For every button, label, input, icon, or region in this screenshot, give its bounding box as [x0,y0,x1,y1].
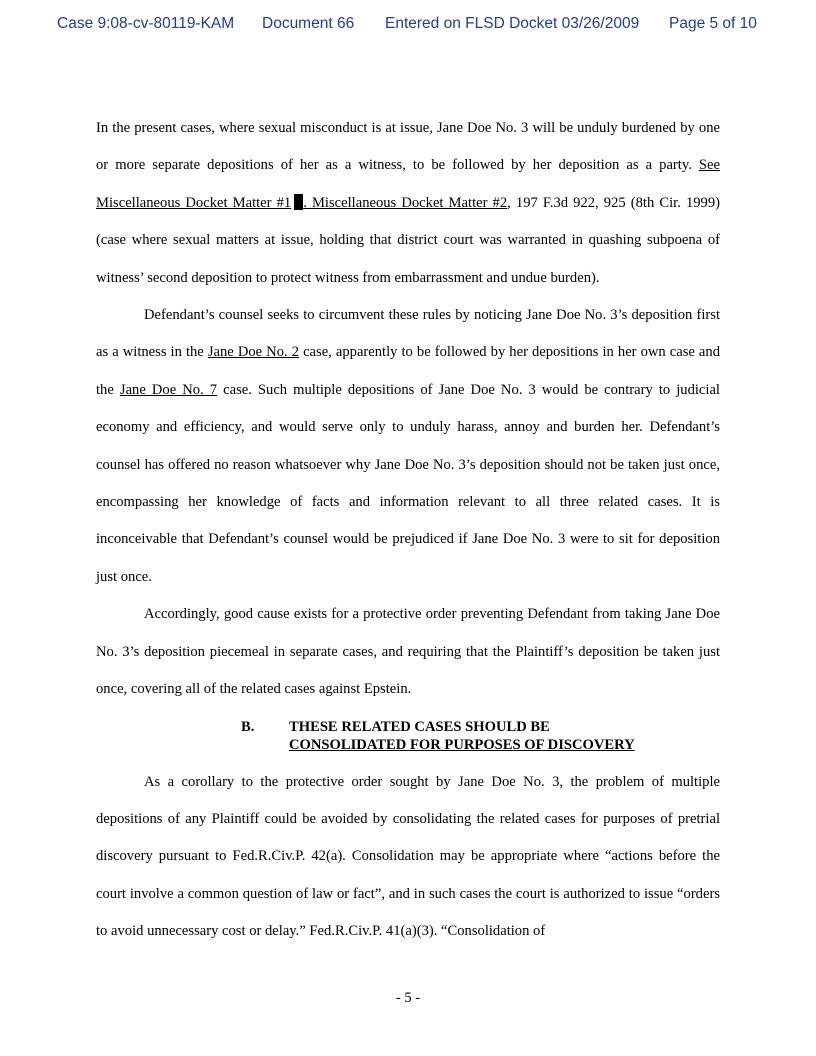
paragraph-circumvent [96,297,720,596]
case-name-jane-doe-7: Jane Doe No. 7 [119,381,218,398]
citation-matter-1: Miscellaneous Docket Matter #1 [96,194,292,211]
case-name-jane-doe-2: Jane Doe No. 2 [207,344,300,361]
paragraph-good-cause: Accordingly, good cause exists for a protective order preventing Defendant from taking Jane Doe No. 3’s deposition piecemeal in separate cases, and requiring that the Plaintiff’s deposition be taken just once, covering all of the related cases against Epstein. [96,606,720,698]
header-document-number: Document 66 [262,15,355,32]
header-entered-date: Entered on FLSD Docket 03/26/2009 [385,15,640,32]
section-heading-line-1: THESE RELATED CASES SHOULD BE [289,718,550,735]
page-number: - 5 - [395,990,421,1006]
document-body [96,110,720,951]
paragraph-text: In the present cases, where sexual misconduct is at issue, Jane Doe No. 3 will be unduly burdened by one or more separate depositions of her as a witness, to be followed by her deposition as a party. [96,120,720,174]
paragraph-text: case, apparently to be followed by her depositions in her own case and the [96,344,720,398]
paragraph-consolidation: As a corollary to the protective order sought by Jane Doe No. 3, the problem of multiple depositions of any Plaintiff could be avoided by consolidating the related cases for purposes of pretrial discovery pursuant to Fed.R.Civ.P. 42(a). Consolidation may be appropriate where “actions before the court involve a common question of law or fact”, and in such cases the court is authorized to issue “orders to avoid unnecessary cost or delay.” Fed.R.Civ.P. 41(a)(3). “Consolidation of [96,773,720,940]
header-case-number: Case 9:08-cv-80119-KAM [57,15,235,32]
section-heading-line-2: CONSOLIDATED FOR PURPOSES OF DISCOVERY [289,736,635,753]
paragraph-text: case. Such multiple depositions of Jane Doe No. 3 would be contrary to judicial economy and efficiency, and would serve only to unduly harass, annoy and burden her. Defendant’s counsel has offered no reason whatsoever why Jane Doe No. 3’s deposition should not be taken just once, encompassing her knowledge of facts and information relevant to all three related cases. It is inconceivable that Defendant’s counsel would be prejudiced if Jane Doe No. 3 were to sit for deposition just once. [96,381,720,585]
redaction-mark [294,194,303,210]
section-letter: B. [241,718,255,735]
paragraph-text: Defendant’s counsel seeks to circumvent these rules by noticing Jane Doe No. 3’s deposition first as a witness in the [96,307,720,361]
paragraph-burden [96,110,720,297]
header-page-count: Page 5 of 10 [669,15,757,32]
section-heading [241,718,720,754]
paragraph-text: , 197 F.3d 922, 925 (8th Cir. 1999) (case where sexual matters at issue, holding that district court was warranted in quashing subpoena of witness’ second deposition to protect witness from embarrassment and undue burden). [96,194,720,286]
signal-see: See [698,157,720,174]
citation-matter-2: . Miscellaneous Docket Matter #2 [303,194,508,211]
